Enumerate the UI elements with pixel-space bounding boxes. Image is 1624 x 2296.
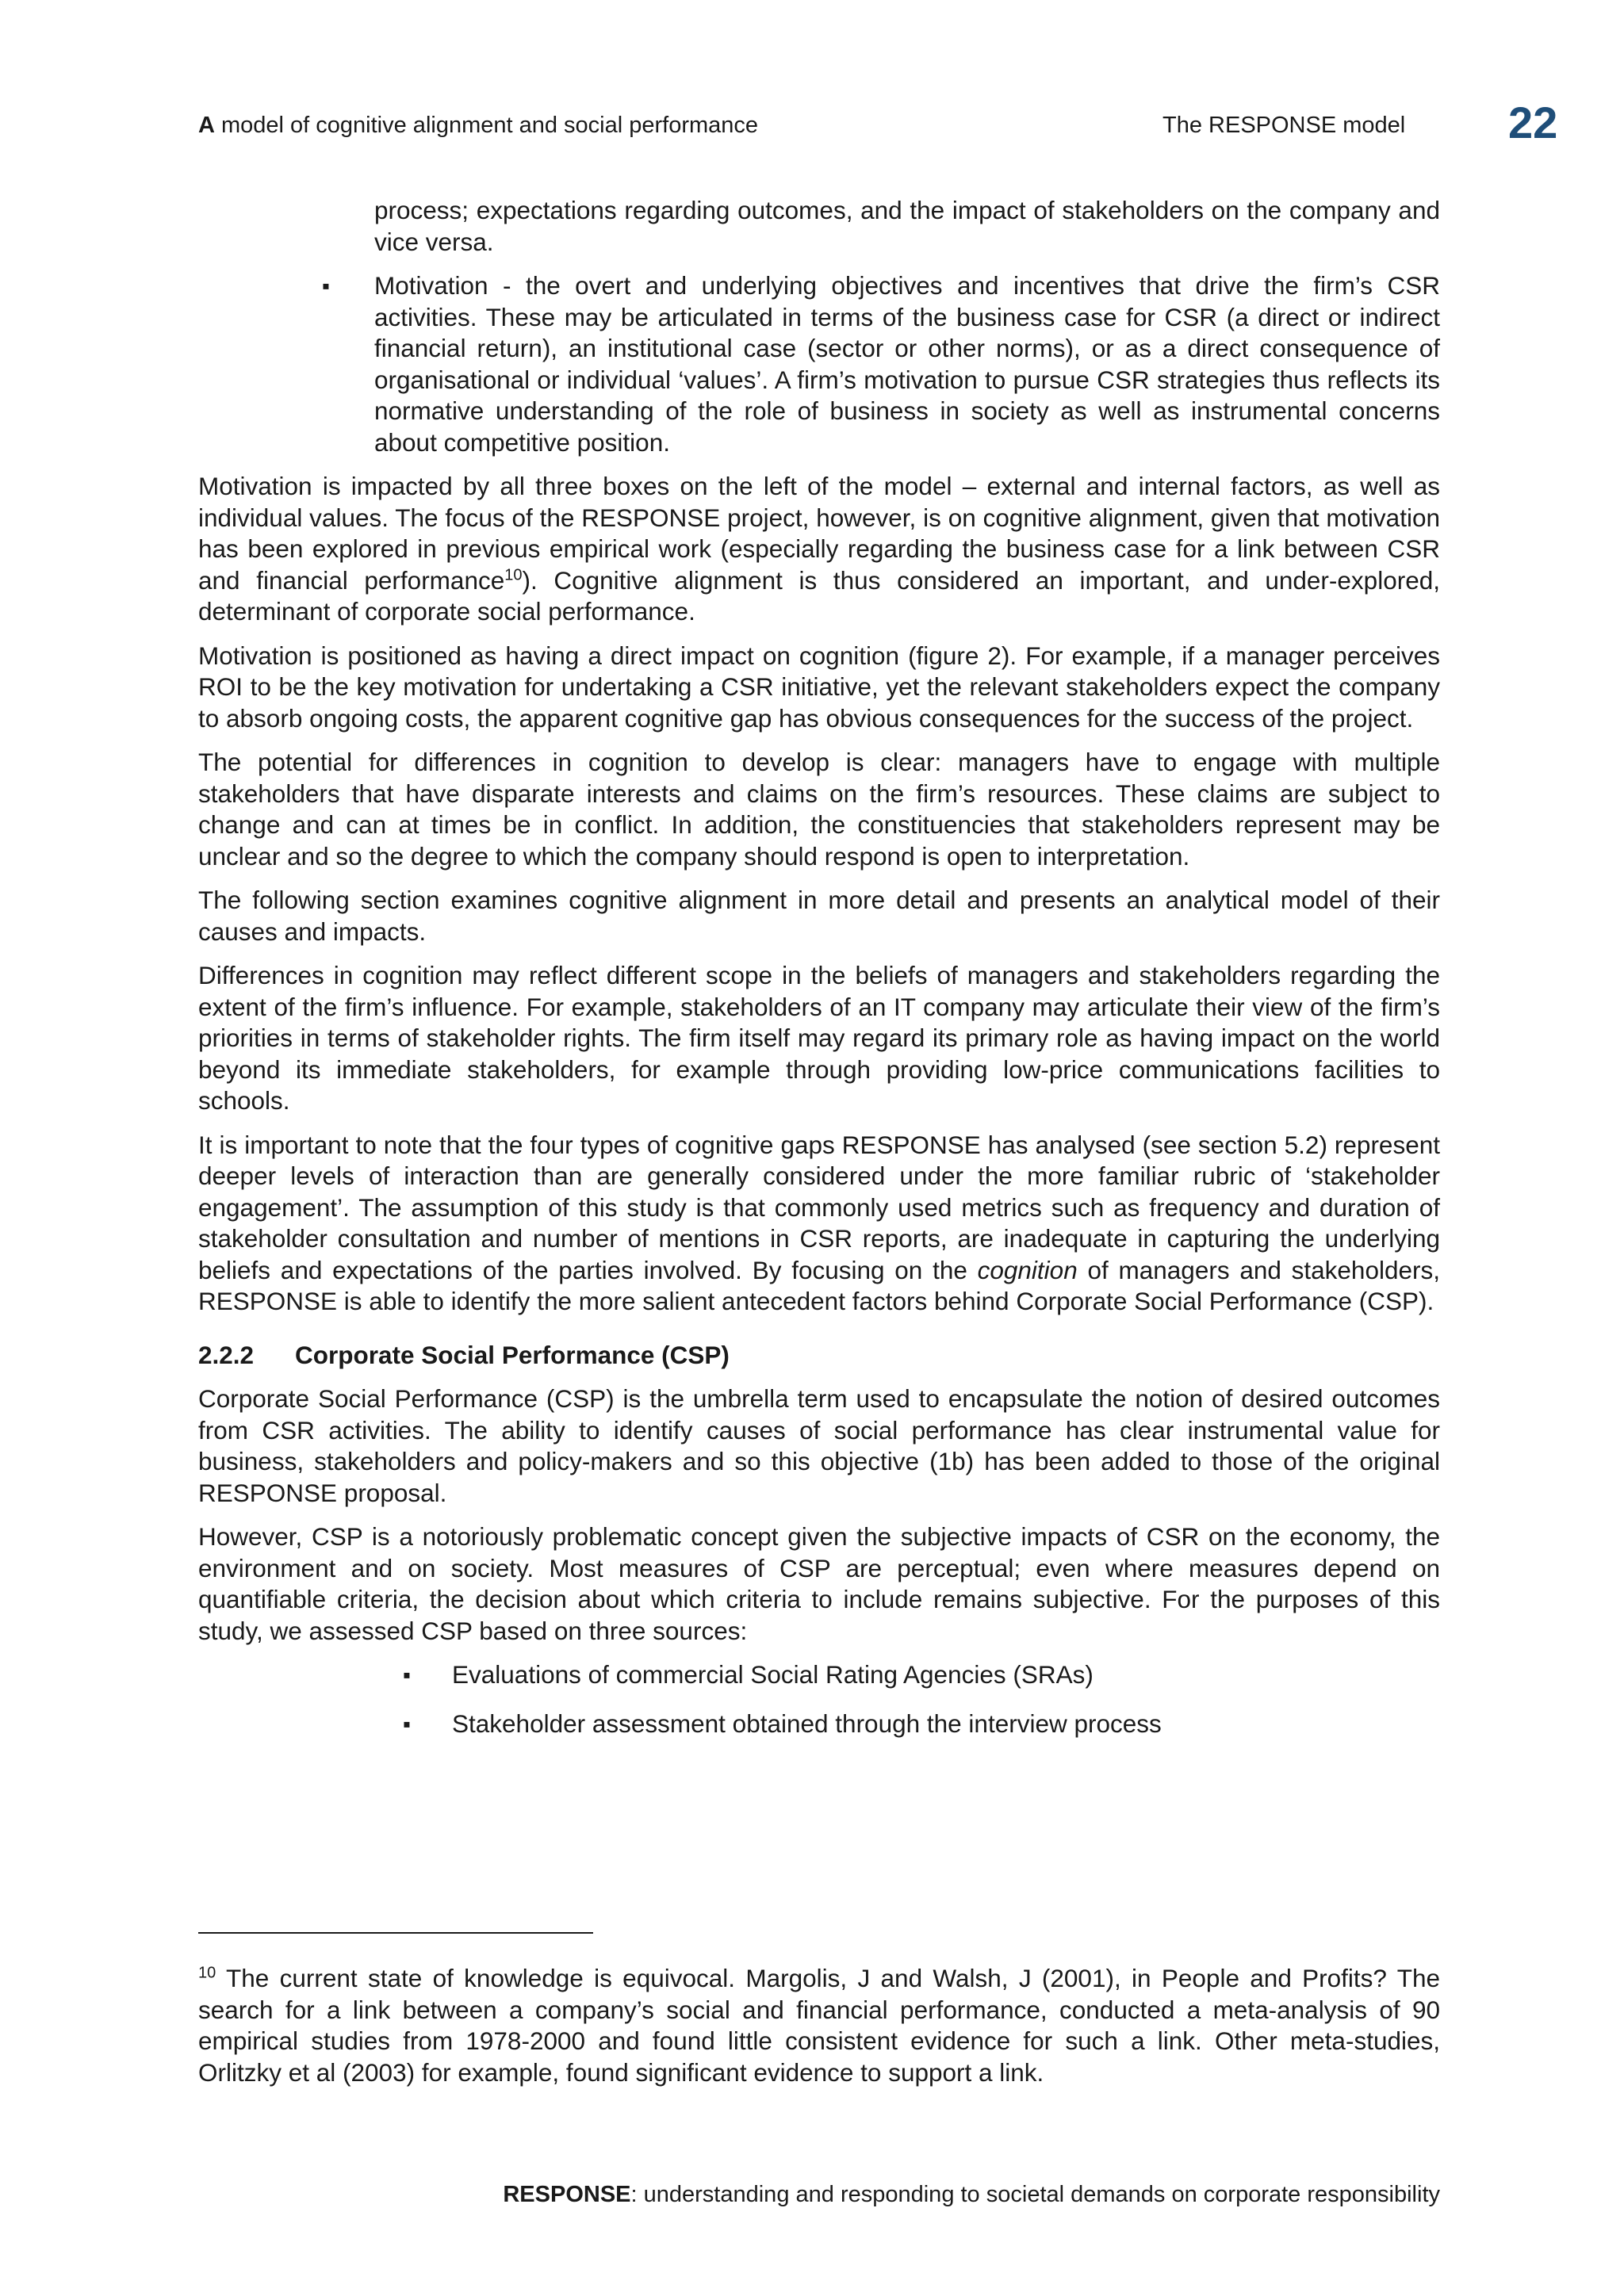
- paragraph: The potential for differences in cognition to develop is clear: managers have to engage with multiple stakeholders that have disparate interests and claims on the firm’s resources. These claims are subject to change and can at times be in conflict. In addition, the constituencies that stakeholders represent may be unclear and so the degree to which the company should respond is open to interpretation.: [198, 748, 1440, 871]
- section-number: 2.2.2: [198, 1340, 255, 1369]
- paragraph: Motivation is positioned as having a direct impact on cognition (figure 2). For example, if a manager perceives ROI to be the key motivation for undertaking a CSR initiative, yet the relevant stakeholders expect the company to absorb ongoing costs, the apparent cognitive gap has obvious consequences for the success of the project.: [198, 641, 1440, 733]
- paragraph-text: ). Cognitive alignment is thus considered an important, and under-explored, determinant of corporate social performance.: [198, 565, 1441, 626]
- footnote-divider: [198, 1932, 593, 1934]
- paragraph: Differences in cognition may reflect different scope in the beliefs of managers and stakeholders regarding the extent of the firm’s influence. For example, stakeholders of an IT company may articulate their view of the firm’s priorities in terms of stakeholder rights. The firm itself may regard its primary role as having impact on the world beyond its immediate stakeholders, for example through providing low-price communications facilities to schools.: [198, 961, 1440, 1115]
- footer-bold: RESPONSE: [503, 2182, 631, 2207]
- paragraph: [198, 1130, 1440, 1318]
- bullet-item: ▪ Stakeholder assessment obtained through the interview process: [198, 1709, 1440, 1740]
- footnote-ref[interactable]: 10: [504, 566, 523, 584]
- section-heading: [198, 1340, 1440, 1372]
- paragraph-text: It is important to note that the four types of cognitive gaps RESPONSE has analysed (see section 5.2) represent deeper levels of interaction than are generally considered under the more familiar rubric of ‘stakeholder engagement’. The assumption of this study is that commonly used metrics such as frequency and duration of stakeholder consultation and number of mentions in CSR reports, are inadequate in capturing the underlying beliefs and expectations of the parties involved. By focusing on the: [198, 1130, 1440, 1284]
- paragraph: Corporate Social Performance (CSP) is the umbrella term used to encapsulate the notion of desired outcomes from CSR activities. The ability to identify causes of social performance has clear instrumental value for business, stakeholders and policy-makers and so this objective (1b) has been added to those of the original RESPONSE proposal.: [198, 1384, 1440, 1507]
- footer-text: : understanding and responding to societal demands on corporate responsibility: [630, 2182, 1440, 2207]
- footnote-number: 10: [198, 1964, 216, 1982]
- bullet-list-motivation: [198, 270, 1440, 458]
- header-title-bold: A: [198, 113, 215, 138]
- paragraph: The following section examines cognitive alignment in more detail and presents an analytical model of their causes and impacts.: [198, 886, 1440, 946]
- paragraph: However, CSP is a notoriously problematic concept given the subjective impacts of CSR on the economy, the environment and on society. Most measures of CSP are perceptual; even where measures depend on quantifiable criteria, the decision about which criteria to include remains subjective. For the purposes of this study, we assessed CSP based on three sources:: [198, 1522, 1440, 1645]
- paragraph: [198, 471, 1440, 628]
- paragraph-text: of managers and stakeholders, RESPONSE is able to identify the more salient antecedent factors behind Corporate Social Performance (CSP).: [198, 1255, 1440, 1315]
- emphasis-text: cognition: [977, 1255, 1078, 1284]
- page-footer: [503, 2182, 1440, 2208]
- paragraph-continuation: process; expectations regarding outcomes, and the impact of stakeholders on the company and vice versa.: [374, 196, 1440, 256]
- page-number: 22: [1508, 98, 1558, 147]
- bullet-item: ▪ Evaluations of commercial Social Rating Agencies (SRAs): [198, 1659, 1440, 1691]
- paragraph-text: Motivation is impacted by all three boxes on the left of the model – external and internal factors, as well as individual values. The focus of the RESPONSE project, however, is on cognitive alignment, given that motivation has been explored in previous empirical work (especially regarding the business case for a link between CSR and financial performance: [198, 472, 1440, 595]
- footnote: [198, 1963, 1440, 2088]
- section-title: Corporate Social Performance (CSP): [295, 1340, 730, 1369]
- footnote-text: The current state of knowledge is equivocal. Margolis, J and Walsh, J (2001), in People and Profits? The search for a link between a company’s social and financial performance, conducted a meta-analysis of 90 empirical studies from 1978-2000 and found little consistent evidence for such a link. Other meta-studies, Orlitzky et al (2003) for example, found significant evidence to support a link.: [198, 1964, 1440, 2087]
- bullet-motivation: ▪ Motivation - the overt and underlying objectives and incentives that drive the firm’s CSR activities. These may be articulated in terms of the business case for CSR (a direct or indirect financial return), an institutional case (sector or other norms), or as a direct consequence of organisational or individual ‘values’. A firm’s motivation to pursue CSR strategies thus reflects its normative understanding of the role of business in society as well as instrumental concerns about competitive position.: [198, 270, 1440, 458]
- body-text: [198, 195, 1440, 1757]
- running-header-section: The RESPONSE model: [1162, 113, 1406, 138]
- header-title-text: model of cognitive alignment and social performance: [214, 113, 759, 138]
- running-header-title: [198, 113, 758, 139]
- bullet-list-csp-sources: [198, 1659, 1440, 1739]
